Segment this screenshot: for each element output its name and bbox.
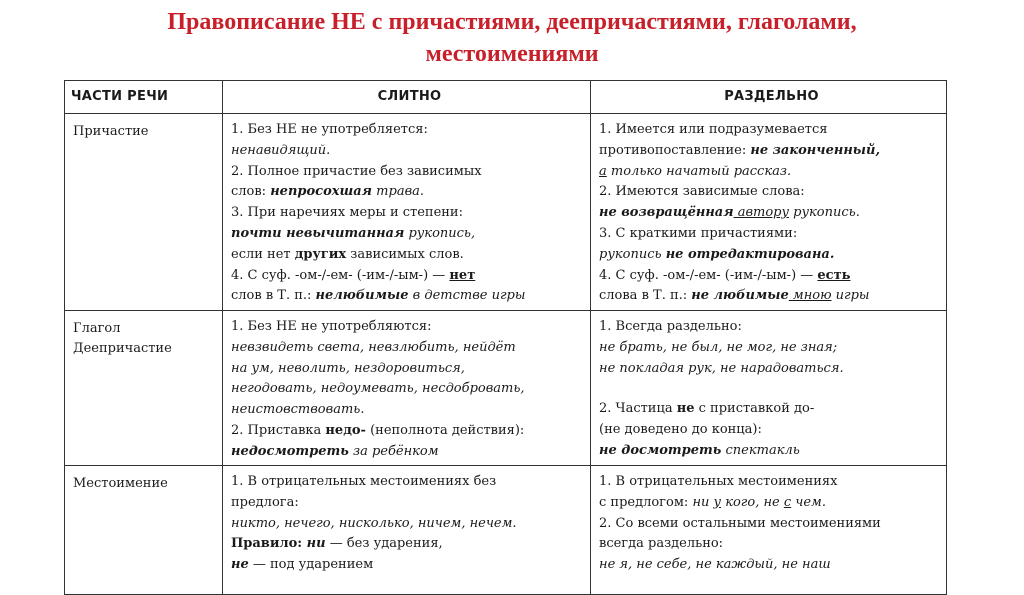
- title-line-1: Правописание НЕ с причастиями, деепричастиями, глаголами,: [167, 9, 857, 35]
- example-line: не я, не себе, не каждый, не наш: [599, 557, 831, 573]
- cell-separate: [591, 311, 947, 466]
- rule-line: противопоставление: не законченный,: [599, 142, 881, 158]
- example-line: невзвидеть света, невзлюбить, нейдёт: [231, 339, 516, 355]
- rule-line: предлога:: [231, 494, 299, 510]
- example-line: не досмотреть спектакль: [599, 442, 800, 458]
- cell-together: [223, 311, 591, 466]
- rule-line: (не доведено до конца):: [599, 422, 762, 438]
- rule-line: не — под ударением: [231, 557, 374, 573]
- rule-line: всегда раздельно:: [599, 536, 724, 552]
- title-line-2: местоимениями: [425, 41, 599, 67]
- rule-line: слов в Т. п.: нелюбимые в детстве игры: [231, 288, 526, 304]
- row-label-text: Деепричастие: [73, 341, 172, 356]
- example-line: не покладая рук, не нарадоваться.: [599, 360, 844, 376]
- cell-together: [223, 114, 591, 311]
- rule-line: 1. В отрицательных местоимениях: [599, 474, 838, 489]
- table-row-participle: [65, 114, 947, 311]
- row-label-text: Местоимение: [73, 476, 168, 491]
- cell-separate: [591, 466, 947, 595]
- rule-line: 4. С суф. -ом-/-ем- (-им-/-ым-) — есть: [599, 267, 851, 283]
- row-label: [65, 311, 223, 466]
- example-line: не возвращённая автору рукопись.: [599, 205, 860, 221]
- rule-line: 2. Полное причастие без зависимых: [231, 163, 482, 179]
- rule-line: 2. Приставка недо- (неполнота действия):: [231, 422, 525, 438]
- rule-line: слова в Т. п.: не любимые мною игры: [599, 288, 870, 304]
- rule-line: 2. Со всеми остальными местоимениями: [599, 515, 881, 531]
- rule-line: 1. Без НЕ не употребляется:: [231, 122, 428, 137]
- rule-line: 3. С краткими причастиями:: [599, 225, 798, 241]
- example-line: на ум, неволить, нездоровиться,: [231, 360, 465, 376]
- rule-line: Правило: ни — без ударения,: [231, 536, 443, 552]
- rules-table: [64, 80, 947, 595]
- rule-line: 4. С суф. -ом-/-ем- (-им-/-ым-) — нет: [231, 267, 476, 283]
- table-row-verb: [65, 311, 947, 466]
- cell-together: [223, 466, 591, 595]
- rule-line: 1. Всегда раздельно:: [599, 319, 742, 334]
- rule-line: 2. Имеются зависимые слова:: [599, 184, 805, 200]
- example-line: рукопись не отредактирована.: [599, 246, 835, 262]
- rule-line: 3. При наречиях меры и степени:: [231, 205, 463, 221]
- cell-separate: [591, 114, 947, 311]
- header-separate: РАЗДЕЛЬНО: [591, 81, 947, 114]
- table-row-pronoun: [65, 466, 947, 595]
- page-title: [0, 6, 1024, 70]
- row-label: [65, 466, 223, 595]
- header-parts-of-speech: ЧАСТИ РЕЧИ: [65, 81, 223, 114]
- rule-line: 1. В отрицательных местоимениях без: [231, 474, 497, 489]
- example-line: почти невычитанная рукопись,: [231, 225, 476, 241]
- example-line: не брать, не был, не мог, не зная;: [599, 339, 838, 355]
- example-line: а только начатый рассказ.: [599, 163, 792, 179]
- rule-line: слов: непросохшая трава.: [231, 184, 425, 200]
- example-line: негодовать, недоумевать, несдобровать,: [231, 381, 525, 397]
- row-label-text: Причастие: [73, 124, 149, 139]
- rule-line: 1. Без НЕ не употребляются:: [231, 319, 432, 334]
- row-label: [65, 114, 223, 311]
- example-line: недосмотреть за ребёнком: [231, 443, 439, 459]
- row-label-text: Глагол: [73, 321, 121, 336]
- rule-line: 1. Имеется или подразумевается: [599, 122, 828, 137]
- rule-line: с предлогом: ни у кого, не с чем.: [599, 494, 826, 510]
- rule-line: если нет других зависимых слов.: [231, 246, 464, 262]
- example-line: неистовствовать.: [231, 402, 365, 418]
- table-header-row: [65, 81, 947, 114]
- rule-line: 2. Частица не с приставкой до-: [599, 401, 815, 417]
- example-line: ненавидящий.: [231, 142, 331, 158]
- header-together: СЛИТНО: [223, 81, 591, 114]
- example-line: никто, нечего, нисколько, ничем, нечем.: [231, 515, 517, 531]
